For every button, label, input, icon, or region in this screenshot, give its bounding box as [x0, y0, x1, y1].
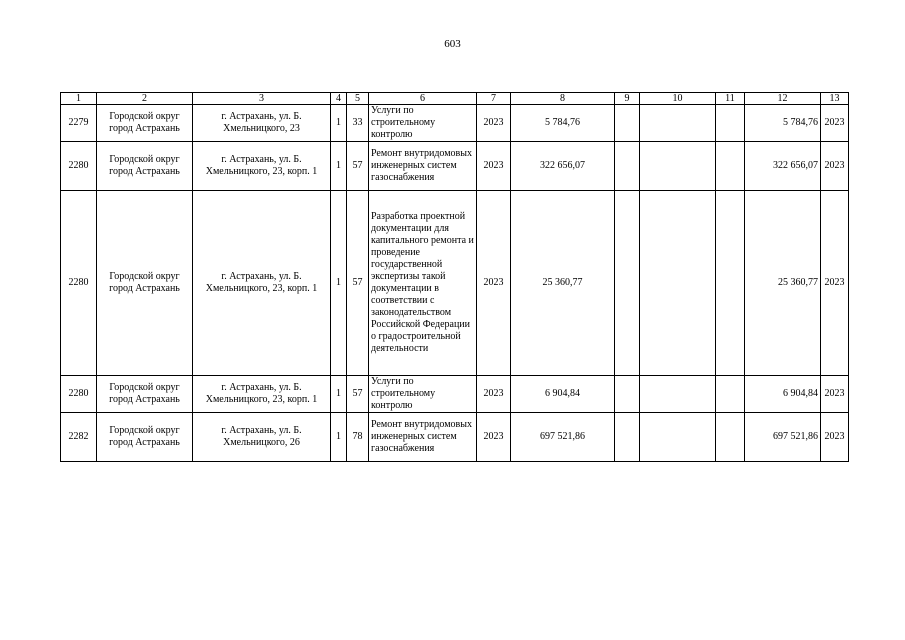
cell-col5: 57	[347, 191, 369, 376]
column-header: 4	[331, 93, 347, 105]
column-header: 11	[716, 93, 745, 105]
cost-cell: 5 784,76	[511, 105, 615, 142]
cell-col4: 1	[331, 105, 347, 142]
table-row	[61, 105, 849, 142]
district-cell: Городской округ город Астрахань	[97, 413, 193, 462]
column-header: 2	[97, 93, 193, 105]
end-year-cell: 2023	[821, 191, 849, 376]
column-header: 9	[615, 93, 640, 105]
total-cell: 25 360,77	[745, 191, 821, 376]
district-cell: Городской округ город Астрахань	[97, 191, 193, 376]
cell-col9	[615, 105, 640, 142]
cell-col10	[640, 376, 716, 413]
district-cell: Городской округ город Астрахань	[97, 105, 193, 142]
row-number: 2279	[61, 105, 97, 142]
end-year-cell: 2023	[821, 376, 849, 413]
total-cell: 6 904,84	[745, 376, 821, 413]
address-cell: г. Астрахань, ул. Б. Хмельницкого, 23	[193, 105, 331, 142]
cell-col9	[615, 142, 640, 191]
cell-col10	[640, 105, 716, 142]
row-number: 2280	[61, 376, 97, 413]
cell-col11	[716, 413, 745, 462]
address-cell: г. Астрахань, ул. Б. Хмельницкого, 23, корп. 1	[193, 191, 331, 376]
cell-col11	[716, 376, 745, 413]
page-number: 603	[444, 38, 461, 50]
cell-col9	[615, 376, 640, 413]
work-type-cell: Ремонт внутридомовых инженерных систем газоснабжения	[369, 142, 477, 191]
year-cell: 2023	[477, 191, 511, 376]
cell-col4: 1	[331, 413, 347, 462]
cell-col5: 57	[347, 142, 369, 191]
cost-cell: 697 521,86	[511, 413, 615, 462]
column-header: 3	[193, 93, 331, 105]
year-cell: 2023	[477, 142, 511, 191]
cell-col4: 1	[331, 191, 347, 376]
address-cell: г. Астрахань, ул. Б. Хмельницкого, 23, корп. 1	[193, 376, 331, 413]
column-header: 13	[821, 93, 849, 105]
total-cell: 697 521,86	[745, 413, 821, 462]
cell-col10	[640, 142, 716, 191]
table-row	[61, 191, 849, 376]
cell-col5: 33	[347, 105, 369, 142]
work-type-cell: Ремонт внутридомовых инженерных систем газоснабжения	[369, 413, 477, 462]
total-cell: 5 784,76	[745, 105, 821, 142]
address-cell: г. Астрахань, ул. Б. Хмельницкого, 23, корп. 1	[193, 142, 331, 191]
cell-col9	[615, 413, 640, 462]
cell-col5: 78	[347, 413, 369, 462]
year-cell: 2023	[477, 376, 511, 413]
cell-col10	[640, 191, 716, 376]
cell-col11	[716, 142, 745, 191]
cell-col9	[615, 191, 640, 376]
table-row	[61, 142, 849, 191]
total-cell: 322 656,07	[745, 142, 821, 191]
year-cell: 2023	[477, 413, 511, 462]
district-cell: Городской округ город Астрахань	[97, 376, 193, 413]
end-year-cell: 2023	[821, 142, 849, 191]
works-table	[60, 92, 849, 462]
cell-col4: 1	[331, 142, 347, 191]
work-type-cell: Услуги по строительному контролю	[369, 105, 477, 142]
cell-col10	[640, 413, 716, 462]
district-cell: Городской округ город Астрахань	[97, 142, 193, 191]
year-cell: 2023	[477, 105, 511, 142]
work-type-cell: Услуги по строительному контролю	[369, 376, 477, 413]
column-header: 1	[61, 93, 97, 105]
cost-cell: 6 904,84	[511, 376, 615, 413]
column-header: 10	[640, 93, 716, 105]
address-cell: г. Астрахань, ул. Б. Хмельницкого, 26	[193, 413, 331, 462]
table-row	[61, 413, 849, 462]
end-year-cell: 2023	[821, 105, 849, 142]
cost-cell: 322 656,07	[511, 142, 615, 191]
row-number: 2280	[61, 191, 97, 376]
column-header: 7	[477, 93, 511, 105]
column-header: 8	[511, 93, 615, 105]
cost-cell: 25 360,77	[511, 191, 615, 376]
row-number: 2282	[61, 413, 97, 462]
table-row	[61, 376, 849, 413]
cell-col11	[716, 191, 745, 376]
end-year-cell: 2023	[821, 413, 849, 462]
column-header: 12	[745, 93, 821, 105]
cell-col4: 1	[331, 376, 347, 413]
column-header: 5	[347, 93, 369, 105]
work-type-cell: Разработка проектной документации для капитального ремонта и проведение государственной экспертизы такой документации в соответствии с законодательством Российской Федерации о градостроительной деятельности	[369, 191, 477, 376]
cell-col11	[716, 105, 745, 142]
column-number-row	[61, 93, 849, 105]
column-header: 6	[369, 93, 477, 105]
row-number: 2280	[61, 142, 97, 191]
cell-col5: 57	[347, 376, 369, 413]
